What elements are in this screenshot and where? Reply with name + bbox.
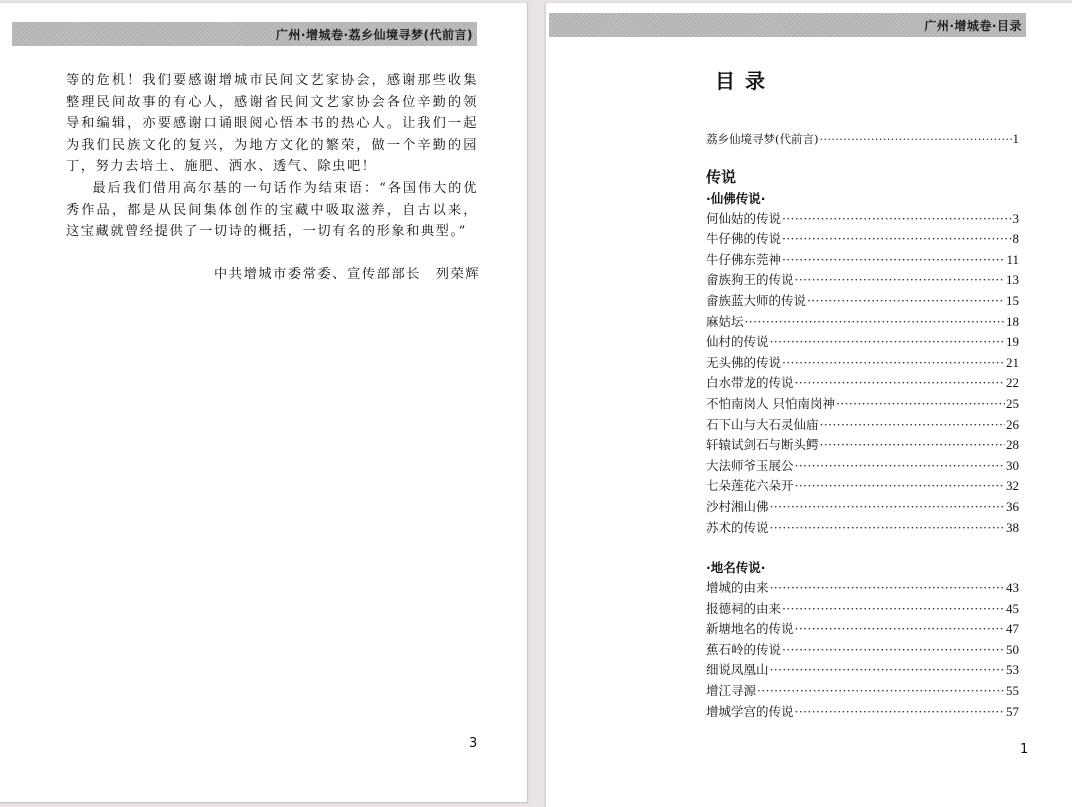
toc-entry[interactable] [706, 578, 1019, 599]
toc-entry[interactable] [706, 518, 1019, 539]
document-page-right [545, 3, 1072, 807]
leader-dots [782, 231, 1011, 246]
toc-entry-page: 36 [1006, 498, 1019, 514]
toc-entry-label: 麻姑坛 [706, 313, 744, 329]
toc-entry-label: 畲族狗王的传说 [706, 272, 794, 288]
toc-subsection-title: ·仙佛传说· [706, 190, 766, 206]
toc-entry-page: 45 [1006, 600, 1019, 616]
toc-entry[interactable] [706, 619, 1019, 640]
author-signature: 中共增城市委常委、宣传部部长 列荣辉 [214, 267, 481, 282]
running-header-bar [12, 22, 477, 46]
paragraph: 最后我们借用高尔基的一句话作为结束语：“各国伟大的优秀作品，都是从民间集体创作的宝藏中吸取滋养，自古以来，这宝藏就曾经提供了一切诗的概括，一切有名的形象和典型。” [66, 180, 478, 240]
toc-entry[interactable] [706, 435, 1019, 456]
toc-entry-page: 18 [1006, 313, 1019, 329]
toc-entry-page: 26 [1006, 416, 1019, 432]
toc-entry-page: 11 [1006, 251, 1019, 267]
toc-entry-page: 43 [1006, 580, 1019, 596]
leader-dots [770, 334, 1005, 349]
toc-entry-page: 15 [1006, 292, 1019, 308]
toc-entry-label: 轩辕试剑石与断头鳄 [706, 437, 819, 453]
toc-entry-label: 新塘地名的传说 [706, 621, 794, 637]
toc-entry-page: 25 [1006, 395, 1019, 411]
leader-dots [782, 642, 1005, 657]
toc-entry[interactable] [706, 312, 1019, 333]
toc-entry-label: 无头佛的传说 [706, 354, 782, 370]
toc-entry-page: 22 [1006, 375, 1019, 391]
toc-entry-page: 21 [1006, 354, 1019, 370]
toc-entry-page: 55 [1006, 683, 1019, 699]
toc-entry[interactable] [706, 681, 1019, 702]
toc-entry-label: 牛仔佛的传说 [706, 231, 782, 247]
toc-entry-page: 8 [1012, 231, 1019, 247]
toc-entry-preface[interactable] [706, 131, 1019, 152]
leader-dots [795, 375, 1005, 390]
toc-entry[interactable] [706, 476, 1019, 497]
toc-entry[interactable] [706, 702, 1019, 723]
toc-entry-label: 报德祠的由来 [706, 600, 782, 616]
leader-dots [770, 662, 1005, 677]
document-page-left [0, 3, 528, 803]
toc-entry-label: 细说凤凰山 [706, 662, 769, 678]
table-of-contents [706, 131, 1019, 722]
toc-entry[interactable] [706, 660, 1019, 681]
leader-dots [782, 211, 1011, 226]
preface-body [66, 70, 478, 243]
toc-entry[interactable] [706, 497, 1019, 518]
toc-entry-label: 石下山与大石灵仙庙 [706, 416, 819, 432]
toc-entry-label: 牛仔佛东莞神 [706, 251, 782, 267]
toc-entry-page: 50 [1006, 641, 1019, 657]
toc-section-title: 传说 [706, 167, 737, 186]
toc-entry[interactable] [706, 291, 1019, 312]
toc-entry-page: 38 [1006, 519, 1019, 535]
page-number: 3 [469, 736, 478, 751]
running-header-text: 广州·增城卷·荔乡仙境寻梦(代前言) [275, 27, 473, 42]
toc-entry-label: 不怕南岗人 只怕南岗神 [706, 395, 835, 411]
toc-entry-page: 19 [1006, 334, 1019, 350]
leader-dots [795, 704, 1005, 719]
leader-dots [795, 458, 1005, 473]
toc-entry-page: 3 [1012, 210, 1019, 226]
toc-entry-label: 七朵莲花六朵开 [706, 478, 794, 494]
paragraph: 等的危机！我们要感谢增城市民间文艺家协会，感谢那些收集整理民间故事的有心人，感谢省民间文艺家协会各位辛勤的领导和编辑，亦要感谢口诵眼阅心悟本书的热心人。让我们一起为我们民族文化的复兴，为地方文化的繁荣，做一个辛勤的园丁，努力去培土、施肥、洒水、透气、除虫吧！ [66, 73, 478, 175]
toc-entry[interactable] [706, 415, 1019, 436]
leader-dots [836, 396, 1005, 411]
leader-dots [770, 520, 1005, 535]
toc-entry[interactable] [706, 373, 1019, 394]
leader-dots [795, 478, 1005, 493]
toc-entry-page: 53 [1006, 662, 1019, 678]
toc-entry[interactable] [706, 229, 1019, 250]
toc-entry-label: 沙村湘山佛 [706, 498, 769, 514]
leader-dots [820, 437, 1005, 452]
section-spacer [706, 538, 1019, 558]
toc-entry-label: 畲族蓝大师的传说 [706, 292, 807, 308]
leader-dots [782, 355, 1005, 370]
toc-entry-page: 57 [1006, 703, 1019, 719]
toc-entry-label: 增江寻源 [706, 683, 757, 699]
toc-entry-label: 何仙姑的传说 [706, 210, 782, 226]
toc-entry[interactable] [706, 270, 1019, 291]
running-header-bar [549, 13, 1026, 37]
toc-entry-page: 13 [1006, 272, 1019, 288]
leader-dots [782, 601, 1005, 616]
leader-dots [745, 314, 1005, 329]
toc-entry-page: 47 [1006, 621, 1019, 637]
toc-subsection-title: ·地名传说· [706, 560, 766, 576]
toc-entry[interactable] [706, 209, 1019, 230]
leader-dots [770, 499, 1005, 514]
toc-entry-label: 大法师爷玉展公 [706, 457, 794, 473]
toc-entry-label: 蕉石岭的传说 [706, 641, 782, 657]
leader-dots [782, 252, 1005, 267]
leader-dots [795, 621, 1005, 636]
toc-entry-label: 增城的由来 [706, 580, 769, 596]
leader-dots [770, 580, 1005, 595]
toc-entry[interactable] [706, 456, 1019, 477]
page-number: 1 [1020, 742, 1029, 757]
leader-dots [757, 683, 1005, 698]
toc-entry-label: 仙村的传说 [706, 334, 769, 350]
toc-entry-label: 增城学宫的传说 [706, 703, 794, 719]
toc-entry-page: 30 [1006, 457, 1019, 473]
leader-dots [795, 272, 1005, 287]
leader-dots [820, 417, 1005, 432]
toc-entry[interactable] [706, 353, 1019, 374]
leader-dots [819, 132, 1011, 146]
toc-entry-label: 荔乡仙境寻梦(代前言) [706, 132, 819, 146]
running-header-text: 广州·增城卷·目录 [924, 18, 1022, 33]
toc-entry-page: 28 [1006, 437, 1019, 453]
toc-entry[interactable] [706, 394, 1019, 415]
toc-title: 目录 [715, 69, 775, 93]
toc-entry-page: 1 [1012, 131, 1019, 146]
toc-entry[interactable] [706, 599, 1019, 620]
toc-entry-label: 白水带龙的传说 [706, 375, 794, 391]
toc-entry-page: 32 [1006, 478, 1019, 494]
toc-entry[interactable] [706, 640, 1019, 661]
toc-entry-label: 苏术的传说 [706, 519, 769, 535]
toc-entry[interactable] [706, 250, 1019, 271]
leader-dots [807, 293, 1005, 308]
toc-entry[interactable] [706, 332, 1019, 353]
